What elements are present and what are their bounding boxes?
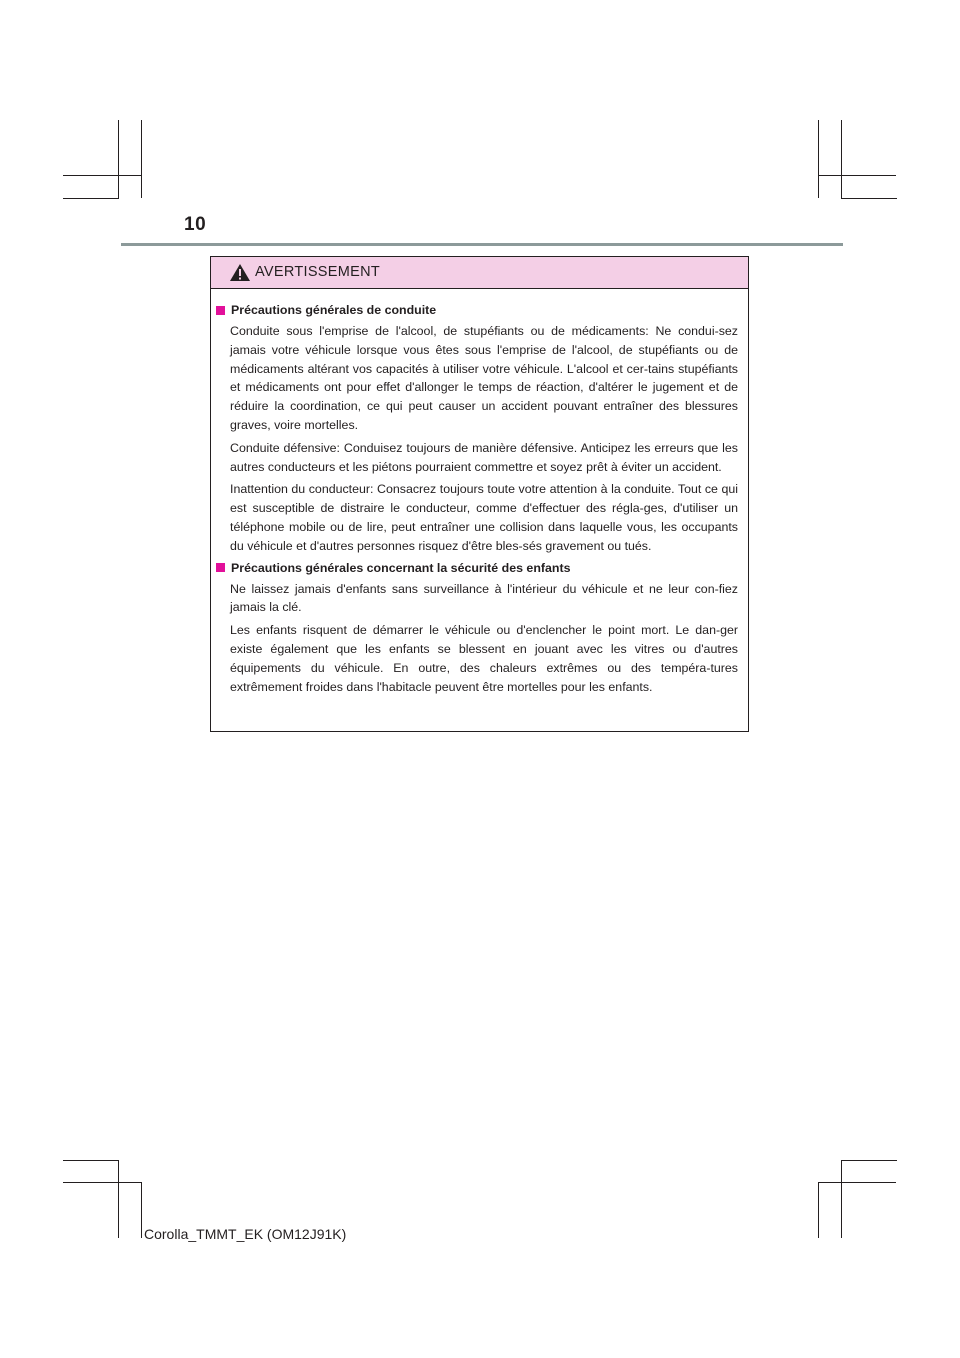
section-heading-text: Précautions générales de conduite xyxy=(231,303,437,317)
crop-mark xyxy=(63,175,141,176)
crop-mark xyxy=(818,1182,819,1238)
crop-mark xyxy=(841,1160,897,1161)
crop-mark xyxy=(818,120,819,198)
crop-mark xyxy=(141,120,142,198)
paragraph: Conduite défensive: Conduisez toujours de manière défensive. Anticipez les erreurs que les autres conducteurs et les piétons pourraient commettre et soyez prêt à éviter un accident. xyxy=(230,440,738,474)
warning-box xyxy=(210,256,749,732)
square-bullet-icon xyxy=(216,306,225,315)
paragraph: Conduite sous l'emprise de l'alcool, de stupéfiants ou de médicaments: Ne condui-sez jamais votre véhicule lorsque vous êtes sous l'emprise de l'alcool, de stupéfiants ou de médicaments altérant vos capacités à utiliser votre véhicule. L'alcool et cer-tains stupéfiants et médicaments ont pour effet d'allonger le temps de réaction, d'altérer le jugement et de réduire la coordination, ce qui peut causer un accident pouvant entraîner des blessures graves, voire mortelles. xyxy=(230,324,738,432)
square-bullet-icon xyxy=(216,563,225,572)
crop-mark xyxy=(841,120,842,198)
warning-title: AVERTISSEMENT xyxy=(255,264,381,280)
crop-mark xyxy=(118,120,119,198)
crop-mark xyxy=(118,1160,119,1238)
crop-mark xyxy=(141,1182,142,1238)
paragraph: Inattention du conducteur: Consacrez toujours toute votre attention à la conduite. Tout ce qui est susceptible de distraire le conducteur, comme d'effectuer des régla-ges, d'utiliser un téléphone mobile ou de lire, peut entraîner une collision dans laquelle vous, les occupants du véhicule et d'autres personnes risquez d'être bles-sés gravement ou tués. xyxy=(230,482,738,553)
crop-mark xyxy=(818,1182,896,1183)
header-rule xyxy=(121,243,843,246)
crop-mark xyxy=(63,1182,141,1183)
crop-mark xyxy=(841,1160,842,1238)
warning-body xyxy=(211,289,748,696)
warning-triangle-icon xyxy=(229,263,251,282)
paragraph: Les enfants risquent de démarrer le véhicule ou d'enclencher le point mort. Le dan-ger existe également que les enfants se blessent en jouant avec les vitres ou d'autres équipements du véhicule. En outre, des chaleurs extrêmes ou des tempéra-tures extrêmement froides dans l'habitacle peuvent être mortelles pour les enfants. xyxy=(230,623,738,694)
warning-header xyxy=(211,257,748,289)
page-number: 10 xyxy=(184,214,207,235)
crop-mark xyxy=(841,198,897,199)
crop-mark xyxy=(63,198,119,199)
section-heading xyxy=(216,559,738,577)
document-code: Corolla_TMMT_EK (OM12J91K) xyxy=(144,1226,347,1242)
crop-mark xyxy=(63,1160,119,1161)
section-heading xyxy=(216,301,738,319)
section-heading-text: Précautions générales concernant la sécurité des enfants xyxy=(231,560,571,575)
paragraph: Ne laissez jamais d'enfants sans surveillance à l'intérieur du véhicule et ne leur con-fiez jamais la clé. xyxy=(230,581,738,615)
crop-mark xyxy=(818,175,896,176)
